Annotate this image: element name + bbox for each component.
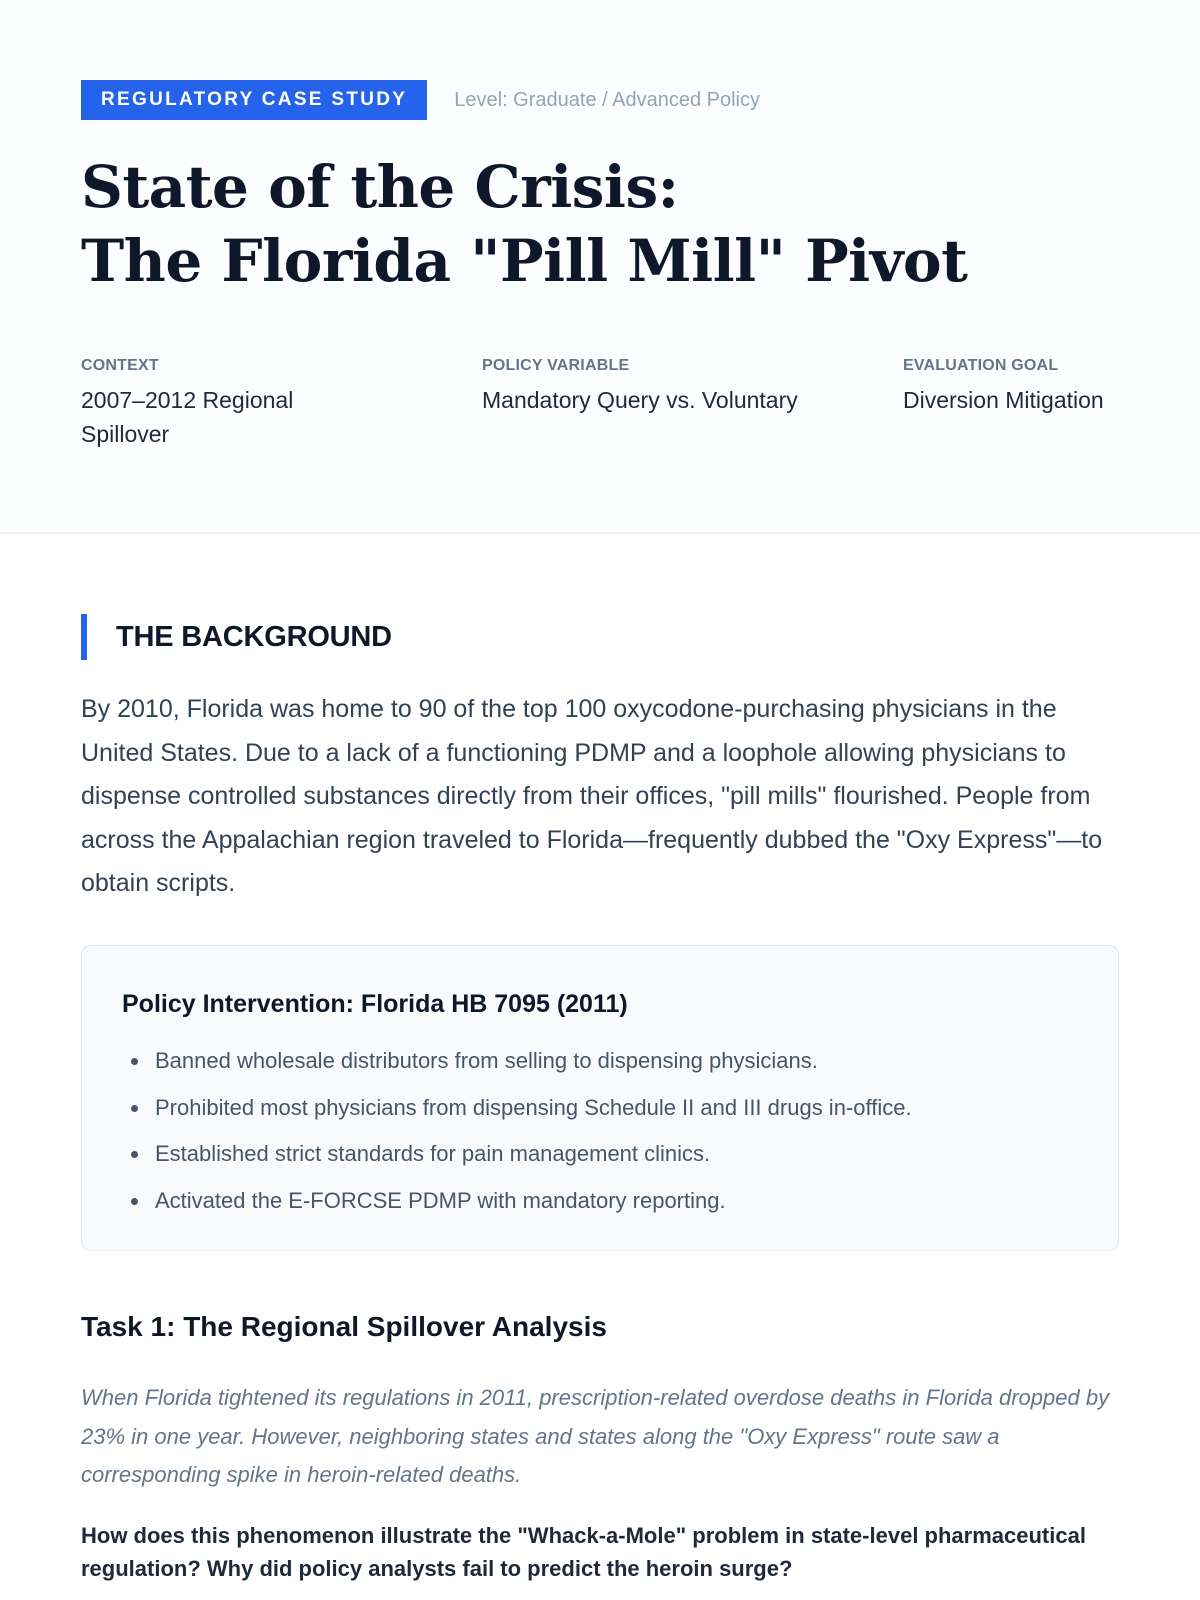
meta-value: 2007–2012 Regional Spillover <box>81 387 294 447</box>
meta-label: CONTEXT <box>81 357 159 374</box>
meta-context <box>81 357 381 451</box>
list-item: Banned wholesale distributors from selling to dispensing physicians. <box>122 1038 1082 1085</box>
task-question: How does this phenomenon illustrate the "Whack-a-Mole" problem in state-level pharmaceutical regulation? Why did policy analysts fail to predict the heroin surge? <box>81 1523 1086 1581</box>
accent-bar <box>81 614 87 660</box>
list-item: Established strict standards for pain management clinics. <box>122 1131 1082 1178</box>
meta-label: POLICY VARIABLE <box>482 357 630 374</box>
title-line-1: State of the Crisis: <box>81 153 679 221</box>
badge-row <box>81 80 760 120</box>
list-item: Prohibited most physicians from dispensing Schedule II and III drugs in-office. <box>122 1085 1082 1132</box>
level-label: Level: Graduate / Advanced Policy <box>454 88 760 111</box>
intervention-list <box>122 1038 1082 1224</box>
case-type-badge: REGULATORY CASE STUDY <box>81 80 427 120</box>
meta-value: Diversion Mitigation <box>903 387 1104 413</box>
page-title <box>81 150 967 298</box>
section-title: THE BACKGROUND <box>116 620 392 653</box>
task-description: When Florida tightened its regulations in 2011, prescription-related overdose deaths in Florida dropped by 23% in one year. However, neighboring states and states along the "Oxy Express" route saw a corresponding spike in heroin-related deaths. <box>81 1385 1110 1487</box>
meta-value: Mandatory Query vs. Voluntary <box>482 387 798 413</box>
case-study-header <box>0 0 1200 534</box>
background-paragraph: By 2010, Florida was home to 90 of the top 100 oxycodone-purchasing physicians in the United States. Due to a lack of a functioning PDMP and a loophole allowing physicians to dispense controlled substances directly from their offices, "pill mills" flourished. People from across the Appalachian region traveled to Florida—frequently dubbed the "Oxy Express"—to obtain scripts. <box>81 695 1103 897</box>
meta-policy-variable <box>482 357 802 417</box>
policy-intervention-box <box>81 945 1119 1251</box>
intervention-title: Policy Intervention: Florida HB 7095 (2011) <box>122 990 628 1018</box>
title-line-2: The Florida "Pill Mill" Pivot <box>81 227 968 295</box>
meta-label: EVALUATION GOAL <box>903 357 1059 374</box>
list-item: Activated the E-FORCSE PDMP with mandatory reporting. <box>122 1178 1082 1225</box>
task-title: Task 1: The Regional Spillover Analysis <box>81 1311 607 1342</box>
background-section-heading <box>81 614 392 660</box>
meta-evaluation-goal <box>903 357 1123 417</box>
